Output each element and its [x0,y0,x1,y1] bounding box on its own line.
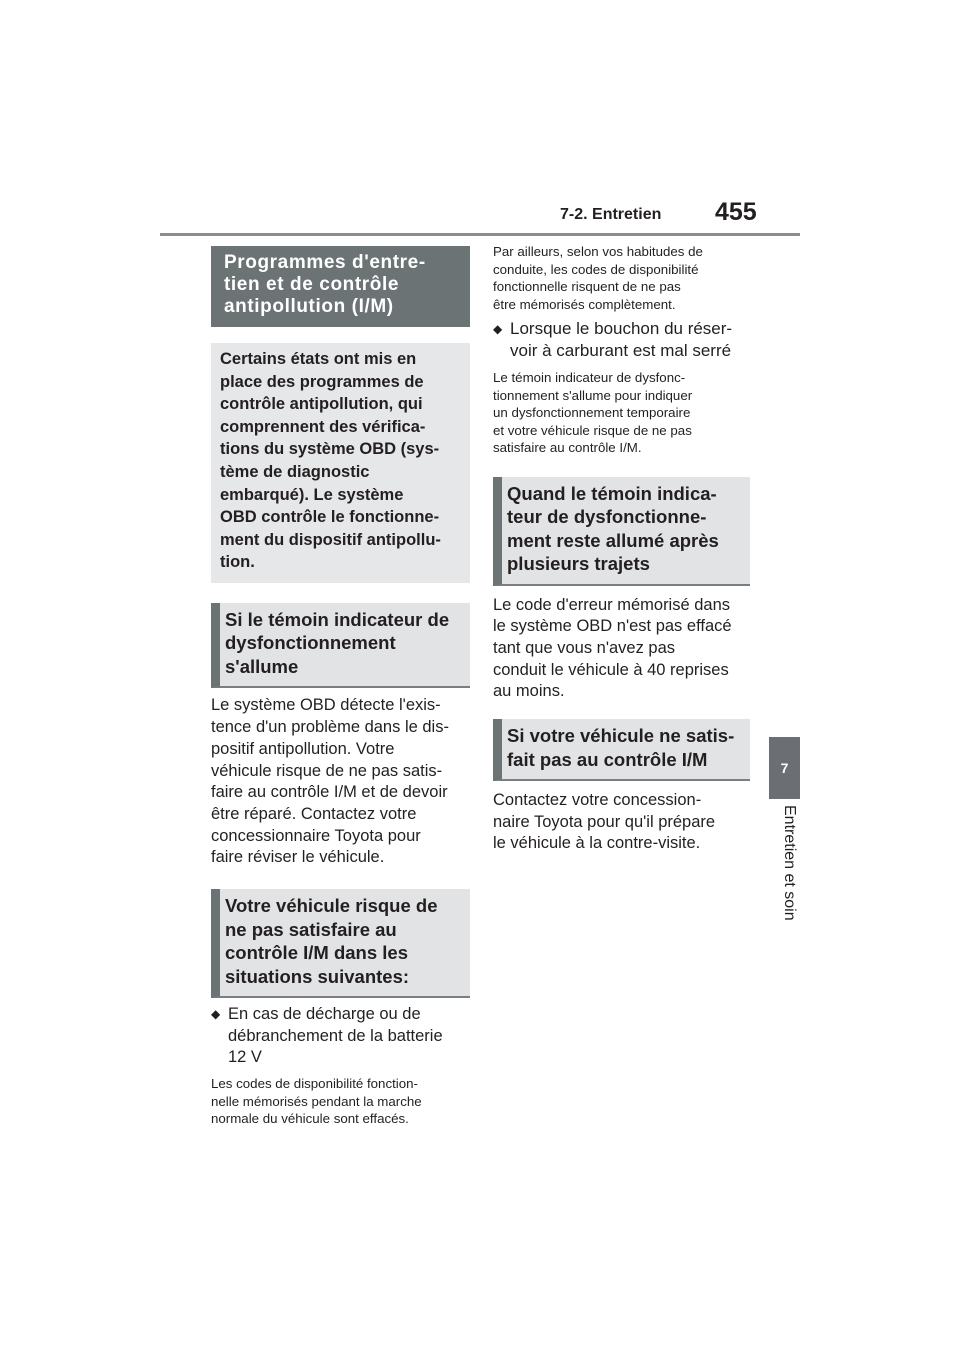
chapter-tab [769,737,800,799]
note-battery: Les codes de disponibilité fonction- nelle mémorisés pendant la marche normale du véhicule sont effacés. [211,1076,422,1127]
subheading-failed-inspection: Si votre véhicule ne satis- fait pas au contrôle I/M [493,719,750,781]
main-heading: Programmes d'entre- tien et de contrôle antipollution (I/M) [211,246,470,327]
right-column [493,243,750,855]
chapter-number: 7 [780,760,789,776]
section-title: 7-2. Entretien [560,206,662,223]
paragraph-failed-inspection: Contactez votre concession- naire Toyota pour qu'il prépare le véhicule à la contre-visite. [493,791,716,853]
header-rule [160,233,800,236]
paragraph-mil-on: Le système OBD détecte l'exis- tence d'un problème dans le dis- positif antipollution. Votre véhicule risque de ne pas satis- faire au contrôle I/M et de devoir être réparé. Contactez votre concessionnaire Toyota pour faire réviser le véhicule. [211,696,449,867]
subheading-mil-stays-on: Quand le témoin indica- teur de dysfonctionne- ment reste allumé après plusieurs trajets [493,477,750,586]
subheading-mil-on: Si le témoin indicateur de dysfonctionnement s'allume [211,603,470,689]
subheading-fail-situations: Votre véhicule risque de ne pas satisfaire au contrôle I/M dans les situations suivantes: [211,889,470,998]
left-column [211,246,470,1128]
note-fuel-cap: Le témoin indicateur de dysfonc- tionnement s'allume pour indiquer un dysfonctionnement temporaire et votre véhicule risque de ne pas satisfaire au contrôle I/M. [493,370,693,455]
summary-box: Certains états ont mis en place des programmes de contrôle antipollution, qui comprennent des vérifica- tions du système OBD (sys- tème de diagnostic embarqué). Le système OBD contrôle le fonctionne- ment du dispositif antipollu- tion. [211,343,470,583]
page-number: 455 [715,198,757,226]
paragraph-mil-stays-on: Le code d'erreur mémorisé dans le système OBD n'est pas effacé tant que vous n'avez pas conduit le véhicule à 40 reprises au moins. [493,595,732,701]
chapter-label: Entretien et soin [781,805,798,921]
paragraph-driving-habits: Par ailleurs, selon vos habitudes de conduite, les codes de disponibilité fonctionnelle risquent de ne pas être mémorisés complètement. [493,244,703,312]
bullet-fuel-cap: ◆ Lorsque le bouchon du réser- voir à carburant est mal serré [493,318,750,362]
bullet-battery: ◆ En cas de décharge ou de débranchement de la batterie 12 V [211,1004,470,1069]
